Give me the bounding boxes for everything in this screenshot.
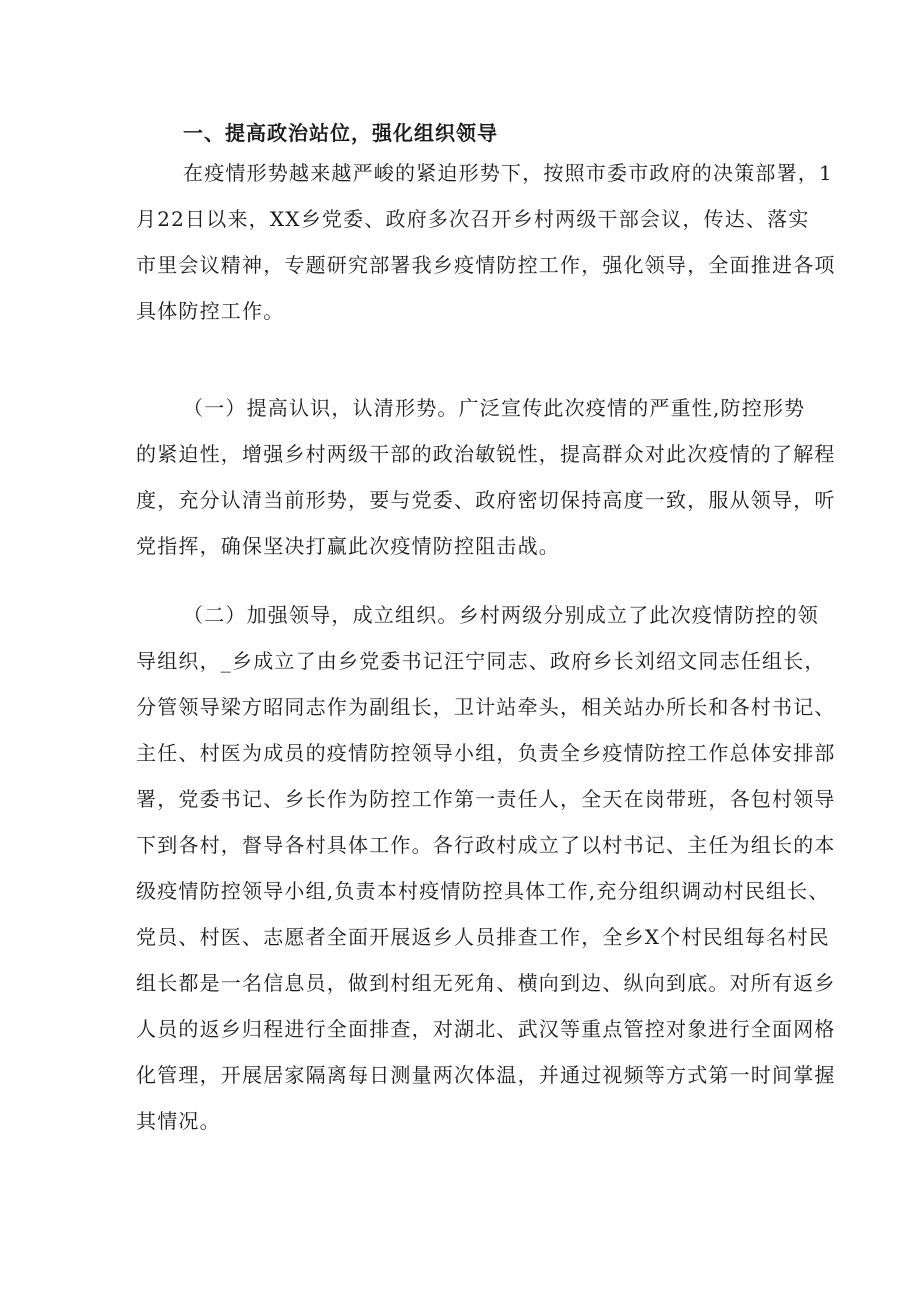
paragraph-line: 化管理，开展居家隔离每日测量两次体温，并通过视频等方式第一时间掌握 [136, 1063, 836, 1087]
paragraph-line: 市里会议精神，专题研究部署我乡疫情防控工作，强化领导，全面推进各项 [136, 253, 836, 277]
paragraph-line: 分管领导梁方昭同志作为副组长，卫计站牵头，相关站办所长和各村书记、 [136, 695, 836, 719]
paragraph-line: （一）提高认识，认清形势。广泛宣传此次疫情的严重性,防控形势 [183, 396, 806, 420]
paragraph-line: 下到各村，督导各村具体工作。各行政村成立了以村书记、主任为组长的本 [136, 833, 836, 857]
paragraph-line: 度，充分认清当前形势，要与党委、政府密切保持高度一致，服从领导，听 [136, 488, 836, 512]
paragraph-line: 党指挥，确保坚决打赢此次疫情防控阻击战。 [136, 534, 560, 558]
paragraph-line: 党员、村医、志愿者全面开展返乡人员排查工作，全乡X个村民组每名村民 [136, 925, 830, 949]
paragraph-line: 人员的返乡归程进行全面排查，对湖北、武汉等重点管控对象进行全面网格 [136, 1017, 836, 1041]
paragraph-line: 月22日以来，XX乡党委、政府多次召开乡村两级干部会议，传达、落实 [136, 207, 810, 231]
paragraph-line: 级疫情防控领导小组,负责本村疫情防控具体工作,充分组织调动村民组长、 [136, 879, 830, 903]
paragraph-line: 署，党委书记、乡长作为防控工作第一责任人，全天在岗带班，各包村领导 [136, 787, 836, 811]
paragraph-line: 具体防控工作。 [136, 299, 285, 323]
paragraph-line: 导组织，_乡成立了由乡党委书记汪宁同志、政府乡长刘绍文同志任组长， [136, 649, 826, 673]
paragraph-line: 主任、村医为成员的疫情防控领导小组，负责全乡疫情防控工作总体安排部 [136, 741, 836, 765]
paragraph-subsection-2 [136, 592, 836, 1144]
paragraph-line: 其情况。 [136, 1109, 221, 1133]
paragraph-line: 在疫情形势越来越严峻的紧迫形势下，按照市委市政府的决策部署，1 [183, 161, 833, 185]
section-heading: 一、提高政治站位，强化组织领导 [183, 121, 498, 145]
paragraph-line: （二）加强领导，成立组织。乡村两级分别成立了此次疫情防控的领 [183, 603, 819, 627]
paragraph-subsection-1 [136, 385, 836, 569]
paragraph-line: 组长都是一名信息员，做到村组无死角、横向到边、纵向到底。对所有返乡 [136, 971, 836, 995]
paragraph-intro [136, 150, 836, 334]
paragraph-line: 的紧迫性，增强乡村两级干部的政治敏锐性，提高群众对此次疫情的了解程 [136, 442, 836, 466]
